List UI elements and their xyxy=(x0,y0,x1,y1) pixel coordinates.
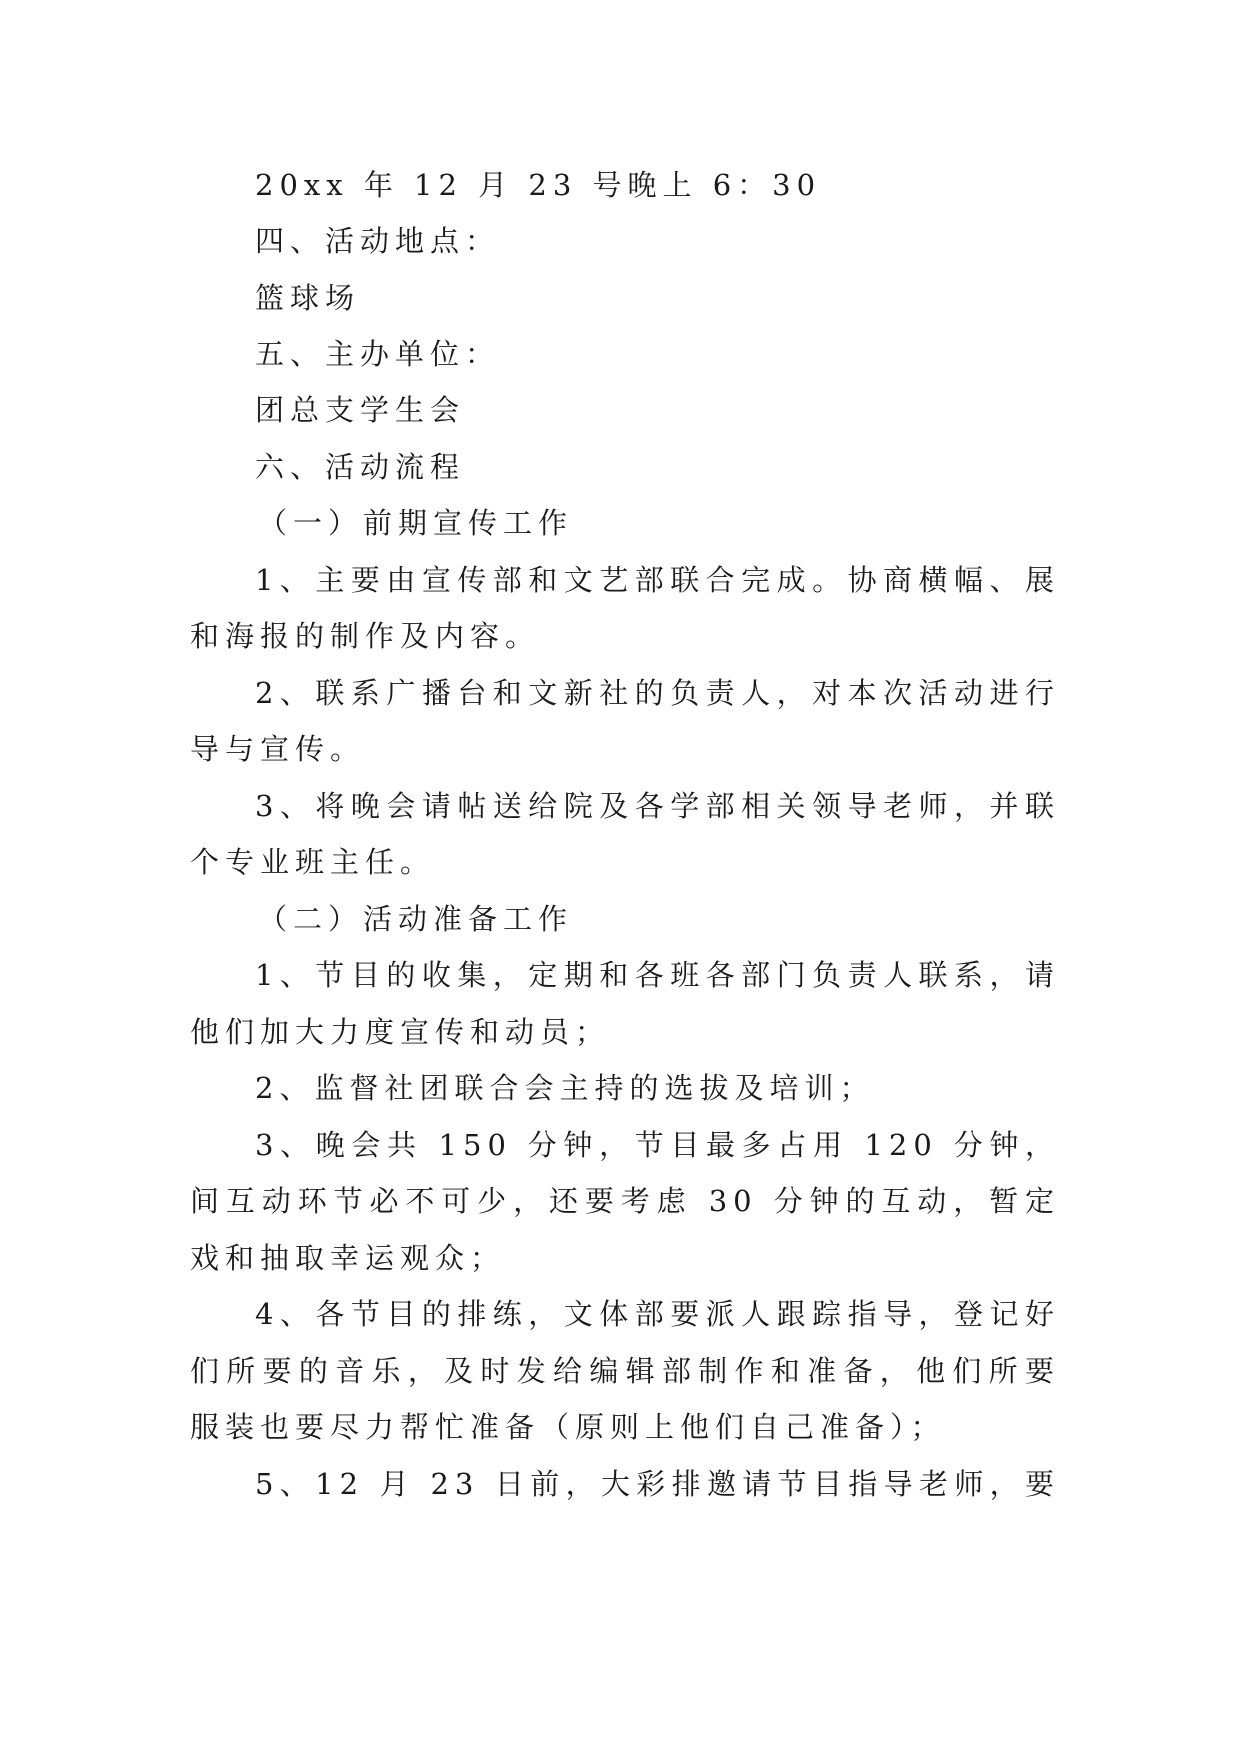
subsection-heading-publicity: （一）前期宣传工作 xyxy=(258,506,574,540)
paragraph-line: 戏和抽取幸运观众； xyxy=(190,1241,506,1275)
paragraph-line: 4、各节目的排练，文体部要派人跟踪指导，登记好 xyxy=(255,1297,1060,1331)
paragraph-line: 1、节目的收集，定期和各班各部门负责人联系，请 xyxy=(255,958,1060,992)
paragraph-line: 3、晚会共 150 分钟，节目最多占用 120 分钟， xyxy=(255,1128,1060,1162)
paragraph-line: 间互动环节必不可少，还要考虑 30 分钟的互动，暂定 xyxy=(190,1184,1060,1218)
organizer-text: 团总支学生会 xyxy=(255,393,466,427)
paragraph-line: 5、12 月 23 日前，大彩排邀请节目指导老师，要 xyxy=(255,1467,1060,1501)
paragraph-line: 1、主要由宣传部和文艺部联合完成。协商横幅、展 xyxy=(255,563,1060,597)
paragraph-line: 个专业班主任。 xyxy=(190,845,436,879)
paragraph-line: 2、监督社团联合会主持的选拔及培训； xyxy=(255,1071,875,1105)
paragraph-line: 3、将晚会请帖送给院及各学部相关领导老师，并联 xyxy=(255,789,1060,823)
paragraph-line: 2、联系广播台和文新社的负责人，对本次活动进行 xyxy=(255,676,1060,710)
section-heading-process: 六、活动流程 xyxy=(255,450,466,484)
paragraph-line: 服装也要尽力帮忙准备（原则上他们自己准备）； xyxy=(190,1410,946,1444)
event-time-line: 20xx 年 12 月 23 号晚上 6：30 xyxy=(255,168,822,202)
section-heading-location: 四、活动地点： xyxy=(255,224,501,258)
paragraph-line: 和海报的制作及内容。 xyxy=(190,619,541,653)
section-heading-organizer: 五、主办单位： xyxy=(255,337,501,371)
paragraph-line: 他们加大力度宣传和动员； xyxy=(190,1015,611,1049)
paragraph-line: 导与宣传。 xyxy=(190,732,366,766)
paragraph-line: 们所要的音乐，及时发给编辑部制作和准备，他们所要 xyxy=(190,1354,1060,1388)
subsection-heading-preparation: （二）活动准备工作 xyxy=(258,902,574,936)
location-text: 篮球场 xyxy=(255,281,361,315)
